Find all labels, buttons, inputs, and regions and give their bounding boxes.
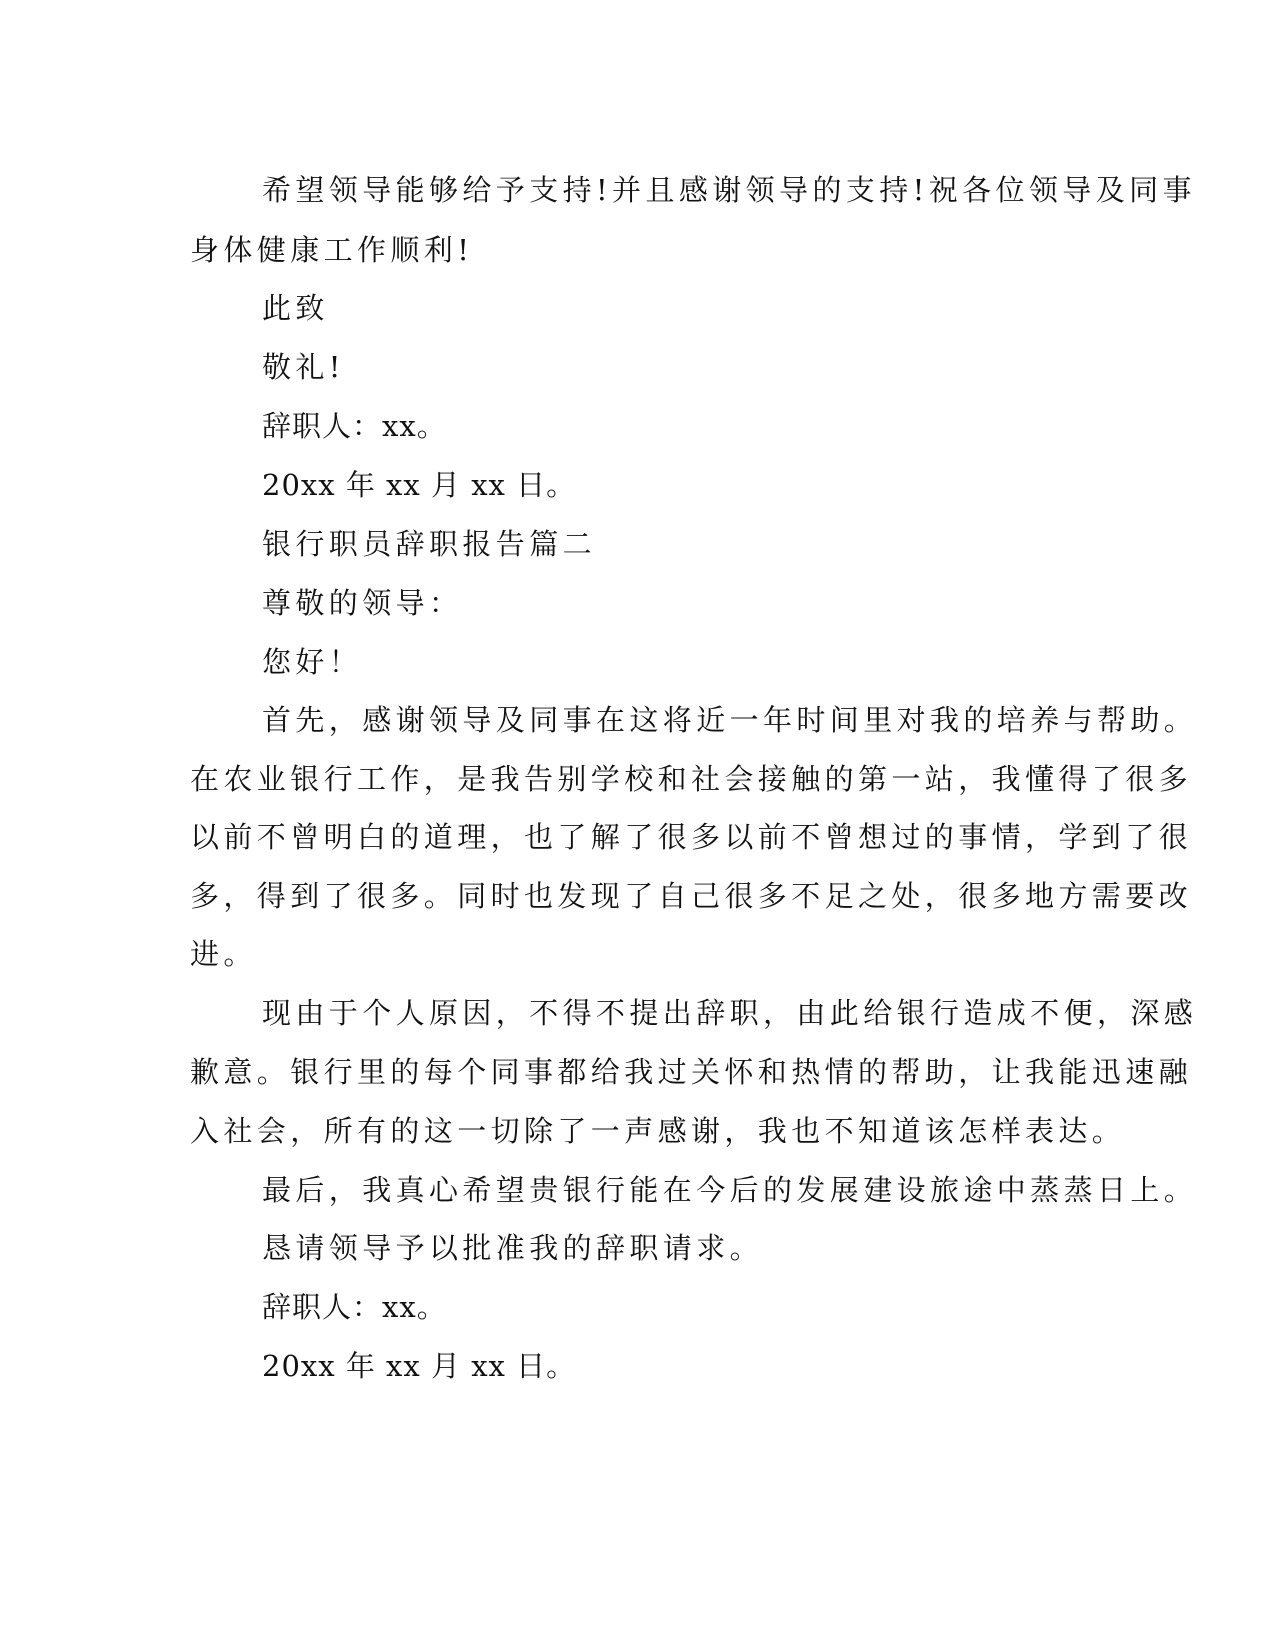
letter-greeting: 尊敬的领导： bbox=[262, 586, 463, 620]
signature-date: 20xx 年 xx 月 xx 日。 bbox=[262, 468, 577, 502]
paragraph-reason-line-3: 入社会，所有的这一切除了一声感谢，我也不知道该怎样表达。 bbox=[190, 1114, 1126, 1148]
paragraph-final-wish: 最后，我真心希望贵银行能在今后的发展建设旅途中蒸蒸日上。 bbox=[262, 1173, 1198, 1207]
paragraph-thanks-line-3: 以前不曾明白的道理，也了解了很多以前不曾想过的事情，学到了很 bbox=[190, 820, 1193, 854]
paragraph-request: 恳请领导予以批准我的辞职请求。 bbox=[262, 1231, 764, 1265]
signature-resigner-2: 辞职人：xx。 bbox=[262, 1290, 447, 1324]
paragraph-reason-line-2: 歉意。银行里的每个同事都给我过关怀和热情的帮助，让我能迅速融 bbox=[190, 1055, 1193, 1089]
paragraph-closing-wish-line-2: 身体健康工作顺利! bbox=[190, 233, 474, 267]
paragraph-thanks-line-5: 进。 bbox=[190, 937, 257, 971]
paragraph-reason-line-1: 现由于个人原因，不得不提出辞职，由此给银行造成不便，深感 bbox=[262, 996, 1198, 1030]
paragraph-thanks-line-4: 多，得到了很多。同时也发现了自己很多不足之处，很多地方需要改 bbox=[190, 879, 1193, 913]
signature-date-2: 20xx 年 xx 月 xx 日。 bbox=[262, 1349, 577, 1383]
salutation-cizhi: 此致 bbox=[262, 291, 329, 325]
paragraph-closing-wish-line-1: 希望领导能够给予支持!并且感谢领导的支持!祝各位领导及同事 bbox=[262, 173, 1196, 207]
signature-resigner: 辞职人：xx。 bbox=[262, 409, 447, 443]
section-heading: 银行职员辞职报告篇二 bbox=[262, 527, 597, 561]
paragraph-thanks-line-2: 在农业银行工作，是我告别学校和社会接触的第一站，我懂得了很多 bbox=[190, 762, 1193, 796]
letter-hello: 您好！ bbox=[262, 645, 363, 679]
paragraph-thanks-line-1: 首先，感谢领导及同事在这将近一年时间里对我的培养与帮助。 bbox=[262, 703, 1198, 737]
salutation-jingli: 敬礼! bbox=[262, 350, 345, 384]
